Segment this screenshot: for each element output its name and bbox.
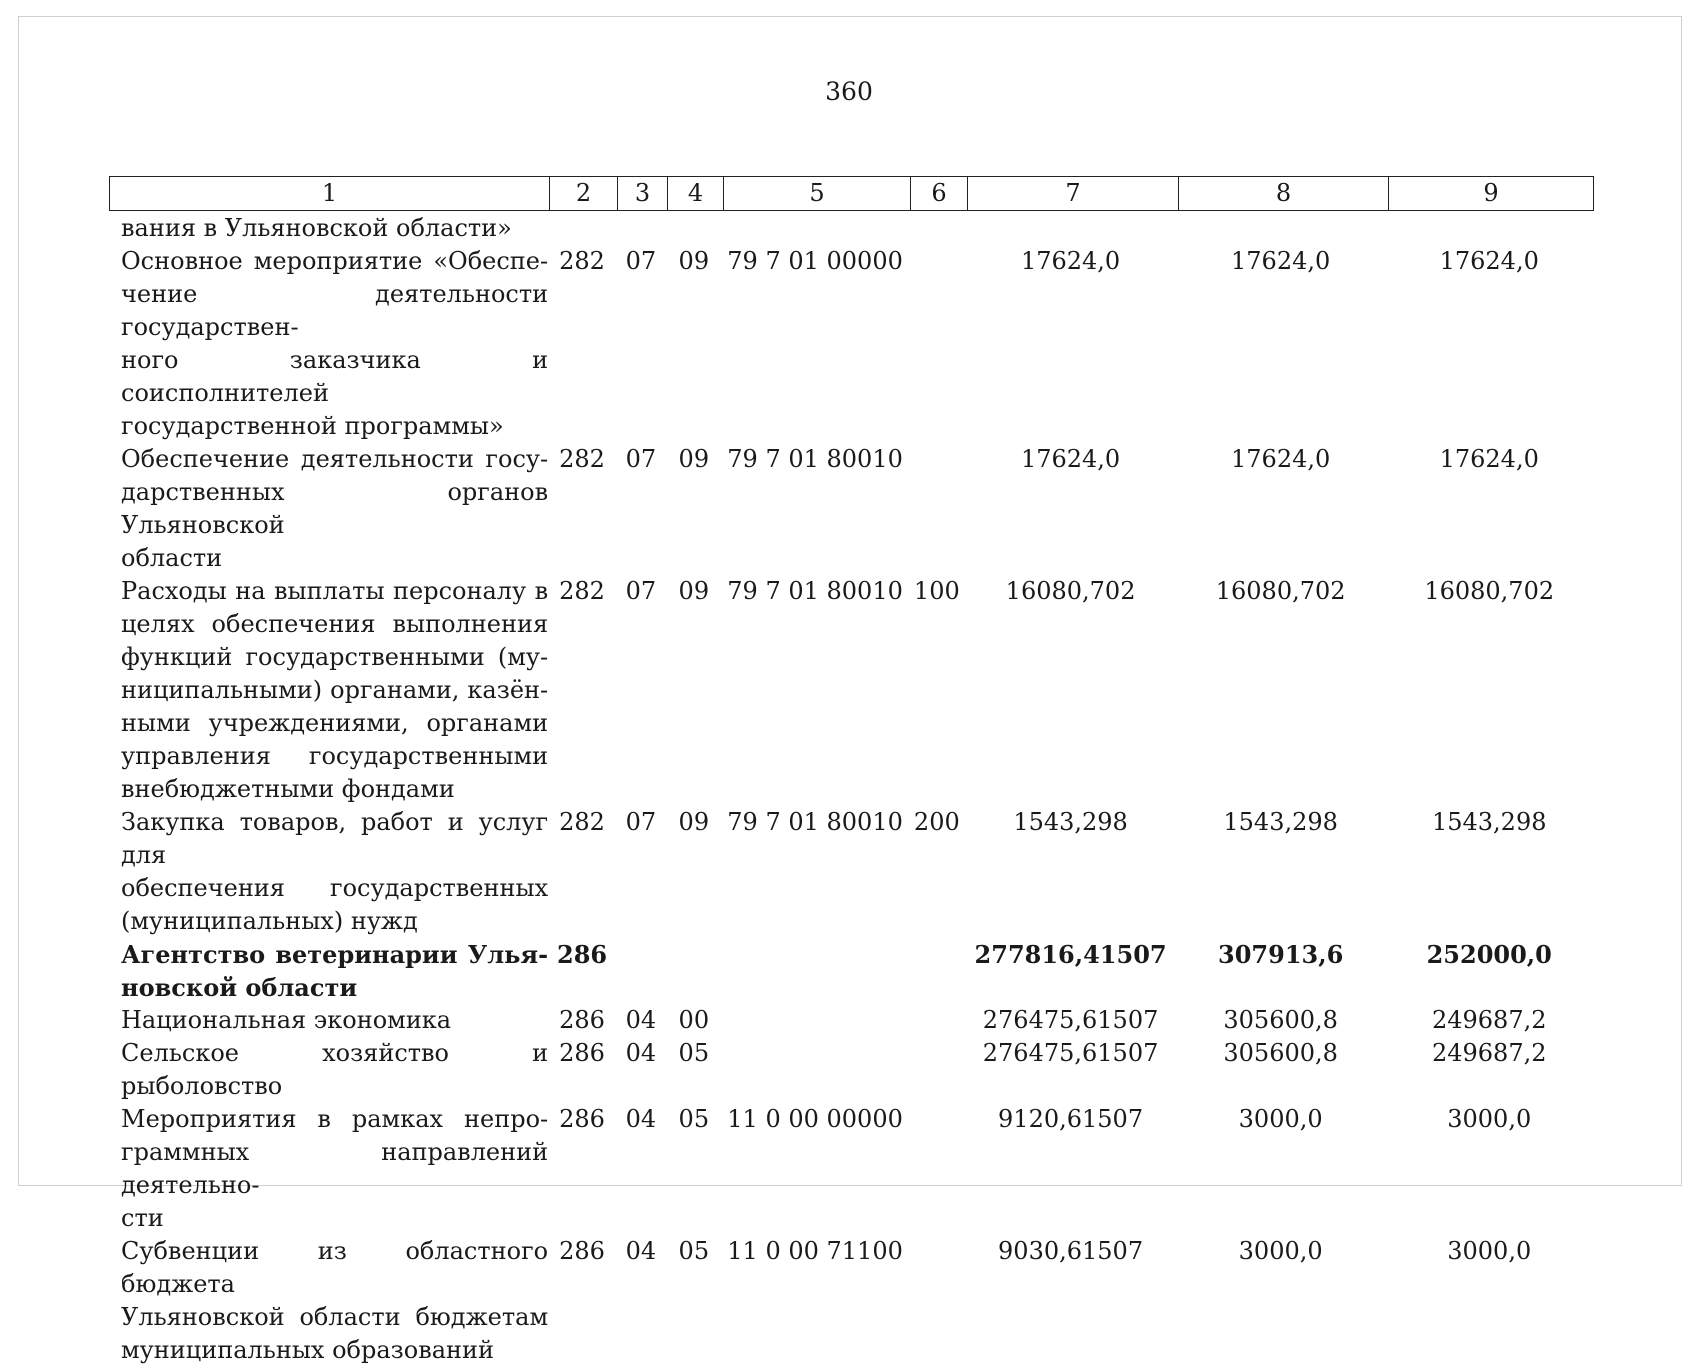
cell-col-8: 1543,298 bbox=[1223, 808, 1338, 836]
cell-col-8: 307913,6 bbox=[1218, 940, 1344, 969]
cell-col-4: 05 bbox=[678, 1039, 710, 1067]
cell-col-7: 277816,41507 bbox=[974, 940, 1167, 969]
description-line: ного заказчика и соисполнителей bbox=[121, 346, 549, 407]
cell-col-8: 3000,0 bbox=[1238, 1105, 1323, 1133]
cell-col-2: 286 bbox=[559, 1105, 605, 1133]
cell-col-7: 17624,0 bbox=[1020, 445, 1121, 473]
header-col-3: 3 bbox=[618, 177, 668, 211]
cell-col-6 bbox=[908, 938, 965, 1004]
cell-col-3: 04 bbox=[625, 1039, 657, 1067]
description-line: государственной программы» bbox=[121, 412, 504, 440]
cell-col-8: 3000,0 bbox=[1238, 1237, 1323, 1265]
cell-col-4: 05 bbox=[678, 1105, 710, 1133]
description-line: вания в Ульяновской области» bbox=[121, 214, 512, 242]
cell-col-8: 305600,8 bbox=[1223, 1039, 1338, 1067]
cell-col-3: 07 bbox=[625, 808, 657, 836]
page-number: 360 bbox=[825, 77, 873, 106]
cell-col-4: 05 bbox=[678, 1237, 710, 1265]
cell-col-8: 17624,0 bbox=[1231, 247, 1331, 275]
cell-col-2: 286 bbox=[559, 1006, 605, 1034]
cell-col-9: 3000,0 bbox=[1447, 1105, 1532, 1133]
cell-col-5: 79 7 01 80010 bbox=[727, 808, 903, 836]
cell-col-8: 16080,702 bbox=[1215, 577, 1346, 605]
description-line: Закупка товаров, работ и услуг для bbox=[121, 808, 549, 869]
cell-col-9: 1543,298 bbox=[1431, 808, 1547, 836]
cell-col-2: 282 bbox=[559, 577, 605, 605]
cell-col-4: 09 bbox=[678, 577, 710, 605]
description-line: обеспечения государственных bbox=[121, 874, 549, 902]
cell-col-8 bbox=[1176, 212, 1386, 245]
cell-col-6 bbox=[908, 443, 965, 575]
cell-col-2: 286 bbox=[559, 1039, 605, 1067]
header-col-2: 2 bbox=[550, 177, 618, 211]
cell-col-7: 9030,61507 bbox=[998, 1237, 1144, 1265]
row-description bbox=[109, 575, 548, 806]
cell-col-6: 200 bbox=[913, 808, 960, 836]
cell-col-2 bbox=[548, 212, 616, 245]
cell-col-7: 276475,61507 bbox=[982, 1039, 1159, 1067]
cell-col-6 bbox=[908, 245, 965, 443]
cell-col-3: 07 bbox=[625, 445, 657, 473]
cell-col-6: 100 bbox=[913, 577, 960, 605]
cell-col-7: 17624,0 bbox=[1020, 247, 1121, 275]
description-line: целях обеспечения выполнения bbox=[121, 610, 549, 638]
header-col-7: 7 bbox=[968, 177, 1179, 211]
table-header bbox=[109, 176, 1594, 211]
header-col-9: 9 bbox=[1389, 177, 1594, 211]
cell-col-4 bbox=[666, 212, 722, 245]
cell-col-9: 252000,0 bbox=[1426, 940, 1552, 969]
cell-col-5 bbox=[722, 1037, 909, 1103]
row-description bbox=[109, 806, 548, 938]
cell-col-6 bbox=[908, 1037, 965, 1103]
description-line: Основное мероприятие «Обеспе- bbox=[121, 247, 549, 275]
cell-col-5: 79 7 01 80010 bbox=[727, 445, 903, 473]
cell-col-7 bbox=[965, 212, 1176, 245]
cell-col-2: 286 bbox=[557, 940, 608, 969]
cell-col-6 bbox=[908, 1235, 965, 1367]
cell-col-8: 305600,8 bbox=[1223, 1006, 1338, 1034]
table-row bbox=[109, 1004, 1593, 1037]
description-line: управления государственными bbox=[121, 742, 549, 770]
cell-col-3: 04 bbox=[625, 1105, 657, 1133]
table-row bbox=[109, 212, 1593, 245]
table-row bbox=[109, 245, 1593, 443]
row-description bbox=[109, 245, 548, 443]
cell-col-7: 9120,61507 bbox=[998, 1105, 1144, 1133]
cell-col-3: 07 bbox=[625, 247, 657, 275]
cell-col-5 bbox=[722, 1004, 909, 1037]
row-description bbox=[109, 1235, 548, 1367]
cell-col-4: 09 bbox=[678, 247, 710, 275]
table-row-agency-total bbox=[109, 938, 1593, 1004]
cell-col-8: 17624,0 bbox=[1231, 445, 1331, 473]
cell-col-2: 286 bbox=[559, 1237, 605, 1265]
cell-col-9: 3000,0 bbox=[1447, 1237, 1532, 1265]
description-line: области bbox=[121, 544, 223, 572]
header-col-1: 1 bbox=[110, 177, 550, 211]
cell-col-2: 282 bbox=[559, 445, 605, 473]
table-row bbox=[109, 1235, 1593, 1367]
row-description bbox=[109, 212, 548, 245]
description-line: Мероприятия в рамках непро- bbox=[121, 1105, 549, 1133]
description-line: (муниципальных) нужд bbox=[121, 907, 418, 935]
cell-col-5: 79 7 01 80010 bbox=[727, 577, 903, 605]
table-row bbox=[109, 575, 1593, 806]
cell-col-3: 04 bbox=[625, 1237, 657, 1265]
cell-col-5: 11 0 00 71100 bbox=[727, 1237, 903, 1265]
table-body bbox=[109, 212, 1593, 1367]
description-line: функций государственными (му- bbox=[121, 643, 549, 671]
description-line: Ульяновской области бюджетам bbox=[121, 1303, 549, 1331]
header-col-6: 6 bbox=[911, 177, 968, 211]
cell-col-5: 79 7 01 00000 bbox=[727, 247, 903, 275]
cell-col-9: 249687,2 bbox=[1431, 1039, 1547, 1067]
cell-col-3 bbox=[616, 212, 666, 245]
description-line: Сельское хозяйство и рыболовство bbox=[121, 1039, 549, 1100]
description-line: ниципальными) органами, казён- bbox=[121, 676, 549, 704]
table-row bbox=[109, 1103, 1593, 1235]
description-line: сти bbox=[121, 1204, 164, 1232]
description-line: граммных направлений деятельно- bbox=[121, 1138, 549, 1199]
cell-col-5: 11 0 00 00000 bbox=[727, 1105, 903, 1133]
cell-col-9: 17624,0 bbox=[1439, 445, 1539, 473]
cell-col-4: 00 bbox=[678, 1006, 710, 1034]
description-line: Национальная экономика bbox=[121, 1006, 452, 1034]
cell-col-4: 09 bbox=[678, 445, 710, 473]
description-line: Субвенции из областного бюджета bbox=[121, 1237, 549, 1298]
description-line: новской области bbox=[121, 973, 358, 1002]
table-row bbox=[109, 443, 1593, 575]
cell-col-9: 16080,702 bbox=[1424, 577, 1555, 605]
description-line: ными учреждениями, органами bbox=[121, 709, 549, 737]
row-description bbox=[109, 1037, 548, 1103]
description-line: Обеспечение деятельности госу- bbox=[121, 445, 549, 473]
description-line: внебюджетными фондами bbox=[121, 775, 455, 803]
cell-col-9: 249687,2 bbox=[1431, 1006, 1547, 1034]
header-col-4: 4 bbox=[668, 177, 724, 211]
description-line: Агентство ветеринарии Улья- bbox=[121, 940, 549, 969]
cell-col-2: 282 bbox=[559, 808, 605, 836]
cell-col-3 bbox=[616, 938, 666, 1004]
table-row bbox=[109, 1037, 1593, 1103]
table-row bbox=[109, 806, 1593, 938]
cell-col-2: 282 bbox=[559, 247, 605, 275]
row-description bbox=[109, 938, 548, 1004]
cell-col-9: 17624,0 bbox=[1439, 247, 1539, 275]
cell-col-4 bbox=[666, 938, 722, 1004]
row-description bbox=[109, 443, 548, 575]
cell-col-9 bbox=[1385, 212, 1593, 245]
cell-col-5 bbox=[722, 938, 909, 1004]
cell-col-6 bbox=[908, 212, 965, 245]
row-description bbox=[109, 1004, 548, 1037]
header-col-5: 5 bbox=[724, 177, 911, 211]
cell-col-4: 09 bbox=[678, 808, 710, 836]
cell-col-3: 07 bbox=[625, 577, 657, 605]
cell-col-6 bbox=[908, 1103, 965, 1235]
description-line: муниципальных образований bbox=[121, 1336, 495, 1364]
cell-col-3: 04 bbox=[625, 1006, 657, 1034]
cell-col-7: 1543,298 bbox=[1013, 808, 1128, 836]
description-line: Расходы на выплаты персоналу в bbox=[121, 577, 549, 605]
description-line: чение деятельности государствен- bbox=[121, 280, 549, 341]
description-line: дарственных органов Ульяновской bbox=[121, 478, 549, 539]
row-description bbox=[109, 1103, 548, 1235]
cell-col-5 bbox=[722, 212, 909, 245]
cell-col-7: 276475,61507 bbox=[982, 1006, 1159, 1034]
cell-col-7: 16080,702 bbox=[1005, 577, 1136, 605]
cell-col-6 bbox=[908, 1004, 965, 1037]
header-col-8: 8 bbox=[1179, 177, 1389, 211]
